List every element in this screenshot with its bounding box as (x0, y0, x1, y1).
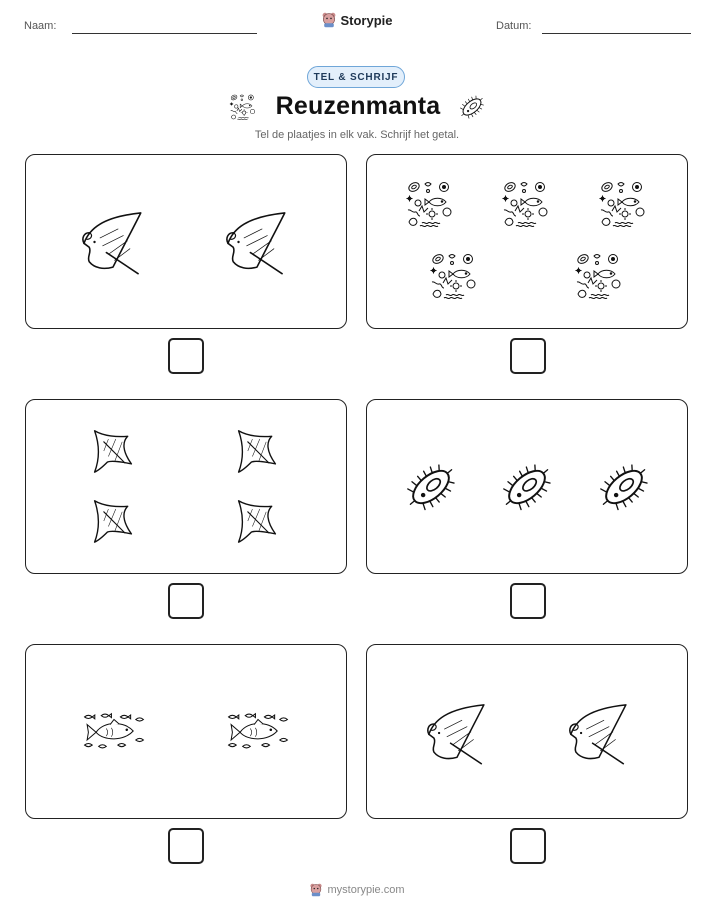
plankton-icon (228, 93, 258, 121)
answer-box-3[interactable] (168, 583, 204, 619)
microbe-icon (596, 459, 652, 515)
counting-box-6 (366, 644, 688, 819)
manta-ray-icon (224, 207, 290, 277)
microbe-icon (458, 93, 486, 121)
title-row (0, 92, 714, 121)
brand-name: Storypie (340, 12, 393, 28)
answer-box-2[interactable] (510, 338, 546, 374)
microbe-icon (403, 459, 459, 515)
manta-ray-small-icon (234, 428, 280, 474)
name-label: Naam: (24, 20, 57, 32)
instruction-text: Tel de plaatjes in elk vak. Schrijf het getal. (254, 129, 460, 141)
counting-box-5 (25, 644, 347, 819)
answer-box-1[interactable] (168, 338, 204, 374)
counting-box-1 (25, 154, 347, 329)
plankton-cluster-icon (429, 251, 479, 301)
microbe-icon (499, 459, 555, 515)
plankton-cluster-icon (501, 179, 551, 229)
fish-school-icon (226, 711, 290, 751)
manta-ray-icon (80, 207, 146, 277)
page-title: Reuzenmanta (275, 92, 441, 120)
plankton-cluster-icon (598, 179, 648, 229)
storypie-mascot-icon (309, 883, 323, 897)
manta-ray-small-icon (90, 498, 136, 544)
counting-box-2 (366, 154, 688, 329)
answer-box-5[interactable] (168, 828, 204, 864)
name-line[interactable] (72, 33, 257, 34)
manta-ray-icon (567, 699, 631, 767)
storypie-mascot-icon (321, 12, 337, 28)
fish-school-icon (82, 711, 146, 751)
counting-box-3 (25, 399, 347, 574)
plankton-cluster-icon (574, 251, 624, 301)
activity-badge: TEL & SCHRIJF (307, 66, 405, 88)
storypie-logo (0, 12, 714, 28)
manta-ray-icon (425, 699, 489, 767)
plankton-cluster-icon (405, 179, 455, 229)
footer-url[interactable]: mystorypie.com (327, 884, 405, 896)
footer (0, 883, 714, 897)
counting-box-4 (366, 399, 688, 574)
answer-box-6[interactable] (510, 828, 546, 864)
manta-ray-small-icon (234, 498, 280, 544)
manta-ray-small-icon (90, 428, 136, 474)
date-label: Datum: (496, 20, 532, 32)
answer-box-4[interactable] (510, 583, 546, 619)
date-line[interactable] (542, 33, 691, 34)
